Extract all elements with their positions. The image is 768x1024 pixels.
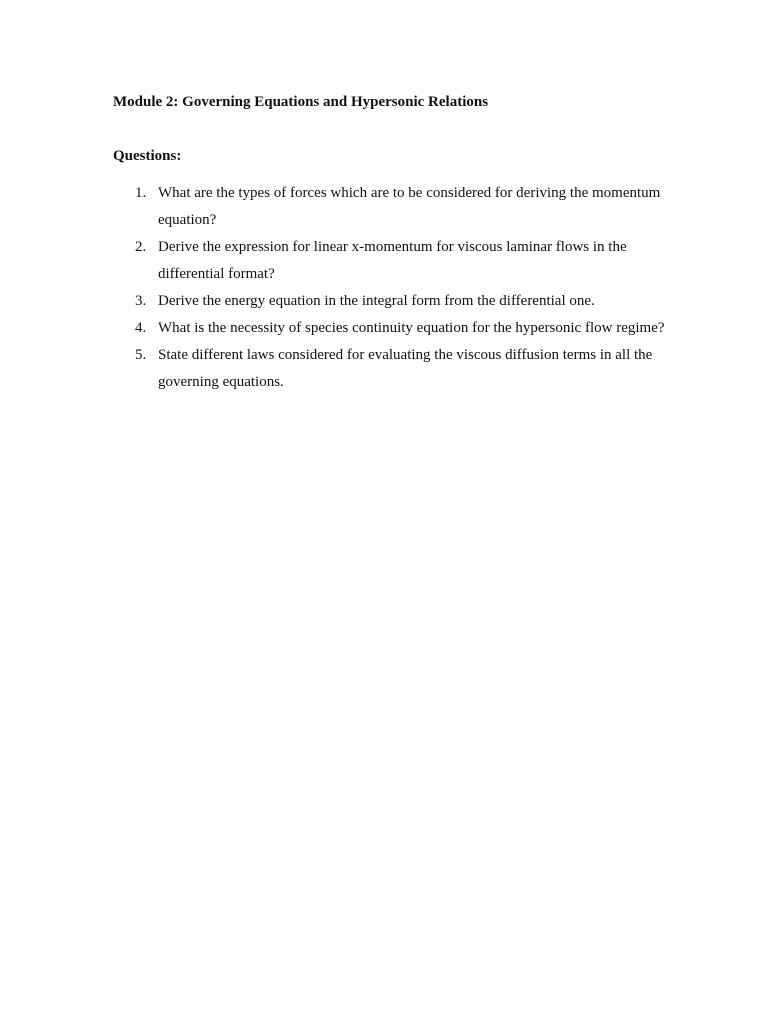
question-number: 3. xyxy=(135,293,147,309)
question-text: What are the types of forces which are to be considered for deriving the momentum equation? xyxy=(158,185,661,228)
document-title: Module 2: Governing Equations and Hypersonic Relations xyxy=(113,94,489,110)
question-item-3 xyxy=(113,288,673,315)
question-number: 5. xyxy=(135,347,147,363)
question-text: Derive the expression for linear x-momentum for viscous laminar flows in the differential format? xyxy=(158,239,627,282)
question-list xyxy=(113,180,673,396)
question-text: What is the necessity of species continuity equation for the hypersonic flow regime? xyxy=(158,320,665,336)
question-item-1 xyxy=(113,180,673,234)
question-number: 2. xyxy=(135,239,147,255)
question-item-4 xyxy=(113,315,673,342)
question-item-5 xyxy=(113,342,673,396)
question-number: 1. xyxy=(135,185,147,201)
question-item-2 xyxy=(113,234,673,288)
question-text: State different laws considered for evaluating the viscous diffusion terms in all the governing equations. xyxy=(158,347,653,390)
question-text: Derive the energy equation in the integral form from the differential one. xyxy=(158,293,595,309)
question-number: 4. xyxy=(135,320,147,336)
questions-heading: Questions: xyxy=(113,148,182,164)
